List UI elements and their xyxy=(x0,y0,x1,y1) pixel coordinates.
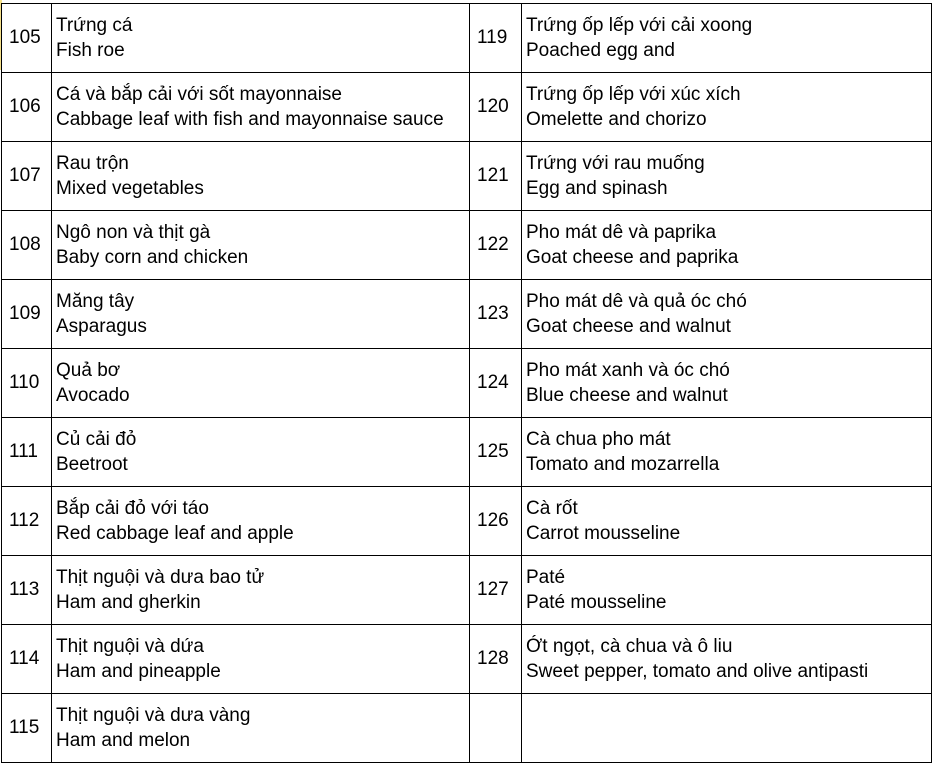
item-cell[interactable] xyxy=(522,349,932,418)
item-name-vi: Paté xyxy=(526,567,566,588)
item-name-vi: Cá và bắp cải với sốt mayonnaise xyxy=(56,84,342,105)
table-row xyxy=(2,487,932,556)
item-cell[interactable] xyxy=(522,487,932,556)
item-name-vi: Pho mát dê và quả óc chó xyxy=(526,291,747,312)
item-name-vi: Ớt ngọt, cà chua và ô liu xyxy=(526,636,733,657)
item-cell[interactable] xyxy=(52,694,470,763)
item-number[interactable]: 113 xyxy=(2,556,52,625)
table-row xyxy=(2,349,932,418)
item-number[interactable]: 125 xyxy=(470,418,522,487)
item-number[interactable]: 115 xyxy=(2,694,52,763)
item-number[interactable]: 109 xyxy=(2,280,52,349)
item-name-vi: Thịt nguội và dưa bao tử xyxy=(56,567,265,588)
item-number[interactable] xyxy=(470,694,522,763)
item-number[interactable]: 111 xyxy=(2,418,52,487)
item-name-en: Goat cheese and paprika xyxy=(526,247,739,268)
item-number[interactable]: 121 xyxy=(470,142,522,211)
item-name-vi: Trứng ốp lếp với xúc xích xyxy=(526,84,741,105)
item-name-en: Cabbage leaf with fish and mayonnaise sauce xyxy=(56,109,444,130)
item-name-vi: Cà chua pho mát xyxy=(526,429,671,450)
item-name-en: Egg and spinash xyxy=(526,178,668,199)
item-cell[interactable] xyxy=(52,4,470,73)
item-number[interactable]: 124 xyxy=(470,349,522,418)
item-number[interactable]: 108 xyxy=(2,211,52,280)
item-number[interactable]: 128 xyxy=(470,625,522,694)
table-row xyxy=(2,625,932,694)
item-name-vi: Rau trộn xyxy=(56,153,129,174)
item-cell[interactable] xyxy=(52,418,470,487)
table-row xyxy=(2,4,932,73)
item-name-en: Mixed vegetables xyxy=(56,178,204,199)
item-name-vi: Măng tây xyxy=(56,291,135,312)
item-name-vi: Cà rốt xyxy=(526,498,578,519)
item-name-en: Asparagus xyxy=(56,316,147,337)
item-name-en: Ham and melon xyxy=(56,730,191,751)
item-cell[interactable] xyxy=(52,349,470,418)
item-name-en: Tomato and mozarrella xyxy=(526,454,720,475)
item-cell[interactable] xyxy=(522,211,932,280)
menu-table xyxy=(1,3,932,763)
item-cell[interactable] xyxy=(522,142,932,211)
item-cell[interactable] xyxy=(522,73,932,142)
item-name-en: Goat cheese and walnut xyxy=(526,316,731,337)
table-row xyxy=(2,694,932,763)
item-name-vi: Pho mát dê và paprika xyxy=(526,222,717,243)
item-cell[interactable] xyxy=(522,4,932,73)
item-cell[interactable] xyxy=(52,556,470,625)
item-name-en: Sweet pepper, tomato and olive antipasti xyxy=(526,661,869,682)
item-number[interactable]: 127 xyxy=(470,556,522,625)
item-cell[interactable] xyxy=(522,556,932,625)
table-row xyxy=(2,418,932,487)
item-name-en: Ham and gherkin xyxy=(56,592,201,613)
item-name-vi: Pho mát xanh và óc chó xyxy=(526,360,730,381)
item-number[interactable]: 120 xyxy=(470,73,522,142)
item-name-vi: Quả bơ xyxy=(56,360,121,381)
item-cell[interactable] xyxy=(522,694,932,763)
table-row xyxy=(2,73,932,142)
item-name-vi: Thịt nguội và dưa vàng xyxy=(56,705,251,726)
item-name-vi: Trứng cá xyxy=(56,15,133,36)
table-row xyxy=(2,142,932,211)
table-row xyxy=(2,556,932,625)
item-name-en: Beetroot xyxy=(56,454,128,475)
item-name-vi: Trứng với rau muống xyxy=(526,153,705,174)
item-number[interactable]: 119 xyxy=(470,4,522,73)
table-row xyxy=(2,211,932,280)
item-name-vi: Ngô non và thịt gà xyxy=(56,222,211,243)
item-cell[interactable] xyxy=(52,211,470,280)
item-name-en: Poached egg and xyxy=(526,40,675,61)
item-number[interactable]: 110 xyxy=(2,349,52,418)
item-name-vi: Bắp cải đỏ với táo xyxy=(56,498,209,519)
item-cell[interactable] xyxy=(52,142,470,211)
item-cell[interactable] xyxy=(52,73,470,142)
item-name-en: Avocado xyxy=(56,385,130,406)
item-name-en: Ham and pineapple xyxy=(56,661,221,682)
item-number[interactable]: 123 xyxy=(470,280,522,349)
item-name-en: Paté mousseline xyxy=(526,592,667,613)
item-cell[interactable] xyxy=(52,280,470,349)
item-number[interactable]: 107 xyxy=(2,142,52,211)
table-row xyxy=(2,280,932,349)
item-name-en: Baby corn and chicken xyxy=(56,247,249,268)
item-name-vi: Trứng ốp lếp với cải xoong xyxy=(526,15,753,36)
item-cell[interactable] xyxy=(52,487,470,556)
item-number[interactable]: 114 xyxy=(2,625,52,694)
item-name-en: Red cabbage leaf and apple xyxy=(56,523,294,544)
item-number[interactable]: 112 xyxy=(2,487,52,556)
item-name-vi: Củ cải đỏ xyxy=(56,429,137,450)
item-name-en: Blue cheese and walnut xyxy=(526,385,728,406)
item-number[interactable]: 122 xyxy=(470,211,522,280)
item-number[interactable]: 126 xyxy=(470,487,522,556)
item-number[interactable]: 105 xyxy=(2,4,52,73)
item-name-vi: Thịt nguội và dứa xyxy=(56,636,204,657)
item-cell[interactable] xyxy=(522,280,932,349)
item-name-en: Fish roe xyxy=(56,40,125,61)
item-name-en: Carrot mousseline xyxy=(526,523,681,544)
item-cell[interactable] xyxy=(52,625,470,694)
item-cell[interactable] xyxy=(522,418,932,487)
item-number[interactable]: 106 xyxy=(2,73,52,142)
item-name-en: Omelette and chorizo xyxy=(526,109,707,130)
item-cell[interactable] xyxy=(522,625,932,694)
